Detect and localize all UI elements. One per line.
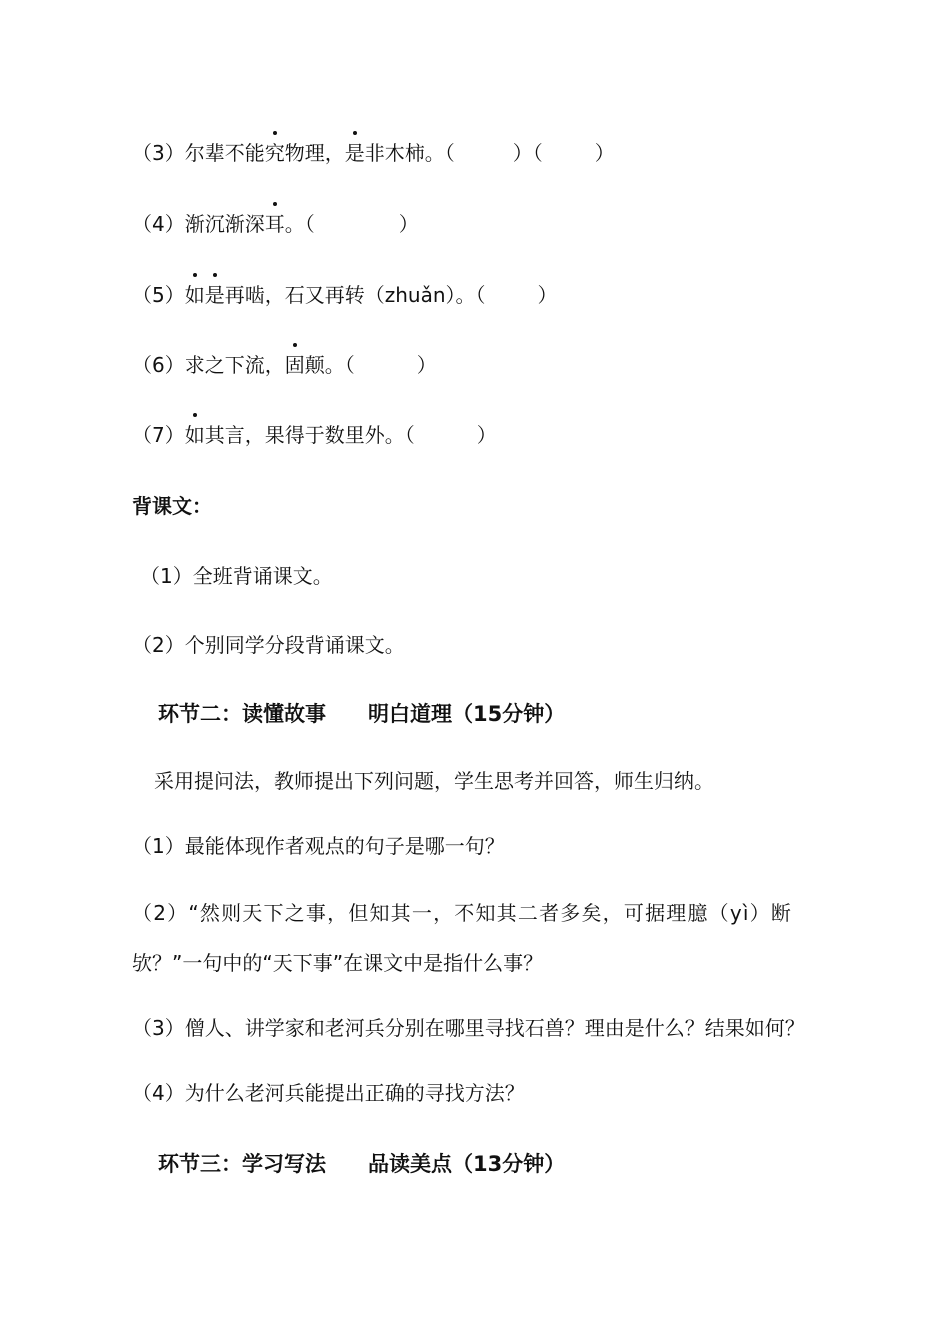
- exercise-item-5: （5）如是再啮，石又再转（zhuǎn）。（ ）: [132, 283, 558, 307]
- section-2-heading: 环节二：读懂故事 明白道理（15分钟）: [158, 702, 566, 726]
- item-number: （5）: [132, 283, 185, 307]
- question-4: （4）为什么老河兵能提出正确的寻找方法？: [132, 1081, 525, 1105]
- emphasis-char: 如: [184, 423, 205, 447]
- question-1: （1）最能体现作者观点的句子是哪一句？: [132, 834, 505, 858]
- exercise-item-4: （4）渐沉渐深耳。（ ）: [132, 212, 419, 236]
- item-number: （7）: [132, 423, 185, 447]
- emphasis-char: 是: [344, 141, 365, 165]
- item-number: （4）: [132, 212, 185, 236]
- emphasis-char: 是: [204, 283, 225, 307]
- emphasis-char: 耳: [264, 212, 285, 236]
- question-2-line-2: 欤？”一句中的“天下事”在课文中是指什么事？: [132, 951, 544, 975]
- item-number: （3）: [132, 141, 185, 165]
- exercise-item-6: （6）求之下流，固颠。（ ）: [132, 353, 437, 377]
- question-2-line-1: （2）“然则天下之事，但知其一，不知其二者多矣，可据理臆（yì）断: [132, 901, 793, 925]
- section-3-heading: 环节三：学习写法 品读美点（13分钟）: [158, 1152, 566, 1176]
- recite-item-1: （1）全班背诵课文。: [140, 564, 333, 588]
- item-number: （6）: [132, 353, 185, 377]
- section-2-intro: 采用提问法，教师提出下列问题，学生思考并回答，师生归纳。: [154, 769, 714, 793]
- exercise-item-7: （7）如其言，果得于数里外。（ ）: [132, 423, 497, 447]
- recite-heading: 背课文：: [132, 494, 212, 518]
- recite-item-2: （2）个别同学分段背诵课文。: [132, 633, 405, 657]
- question-3: （3）僧人、讲学家和老河兵分别在哪里寻找石兽？理由是什么？结果如何？: [132, 1016, 805, 1040]
- emphasis-char: 如: [184, 283, 205, 307]
- exercise-item-3: （3）尔辈不能究物理，是非木柿。（ ）（ ）: [132, 141, 615, 165]
- emphasis-char: 究: [264, 141, 285, 165]
- emphasis-char: 固: [284, 353, 305, 377]
